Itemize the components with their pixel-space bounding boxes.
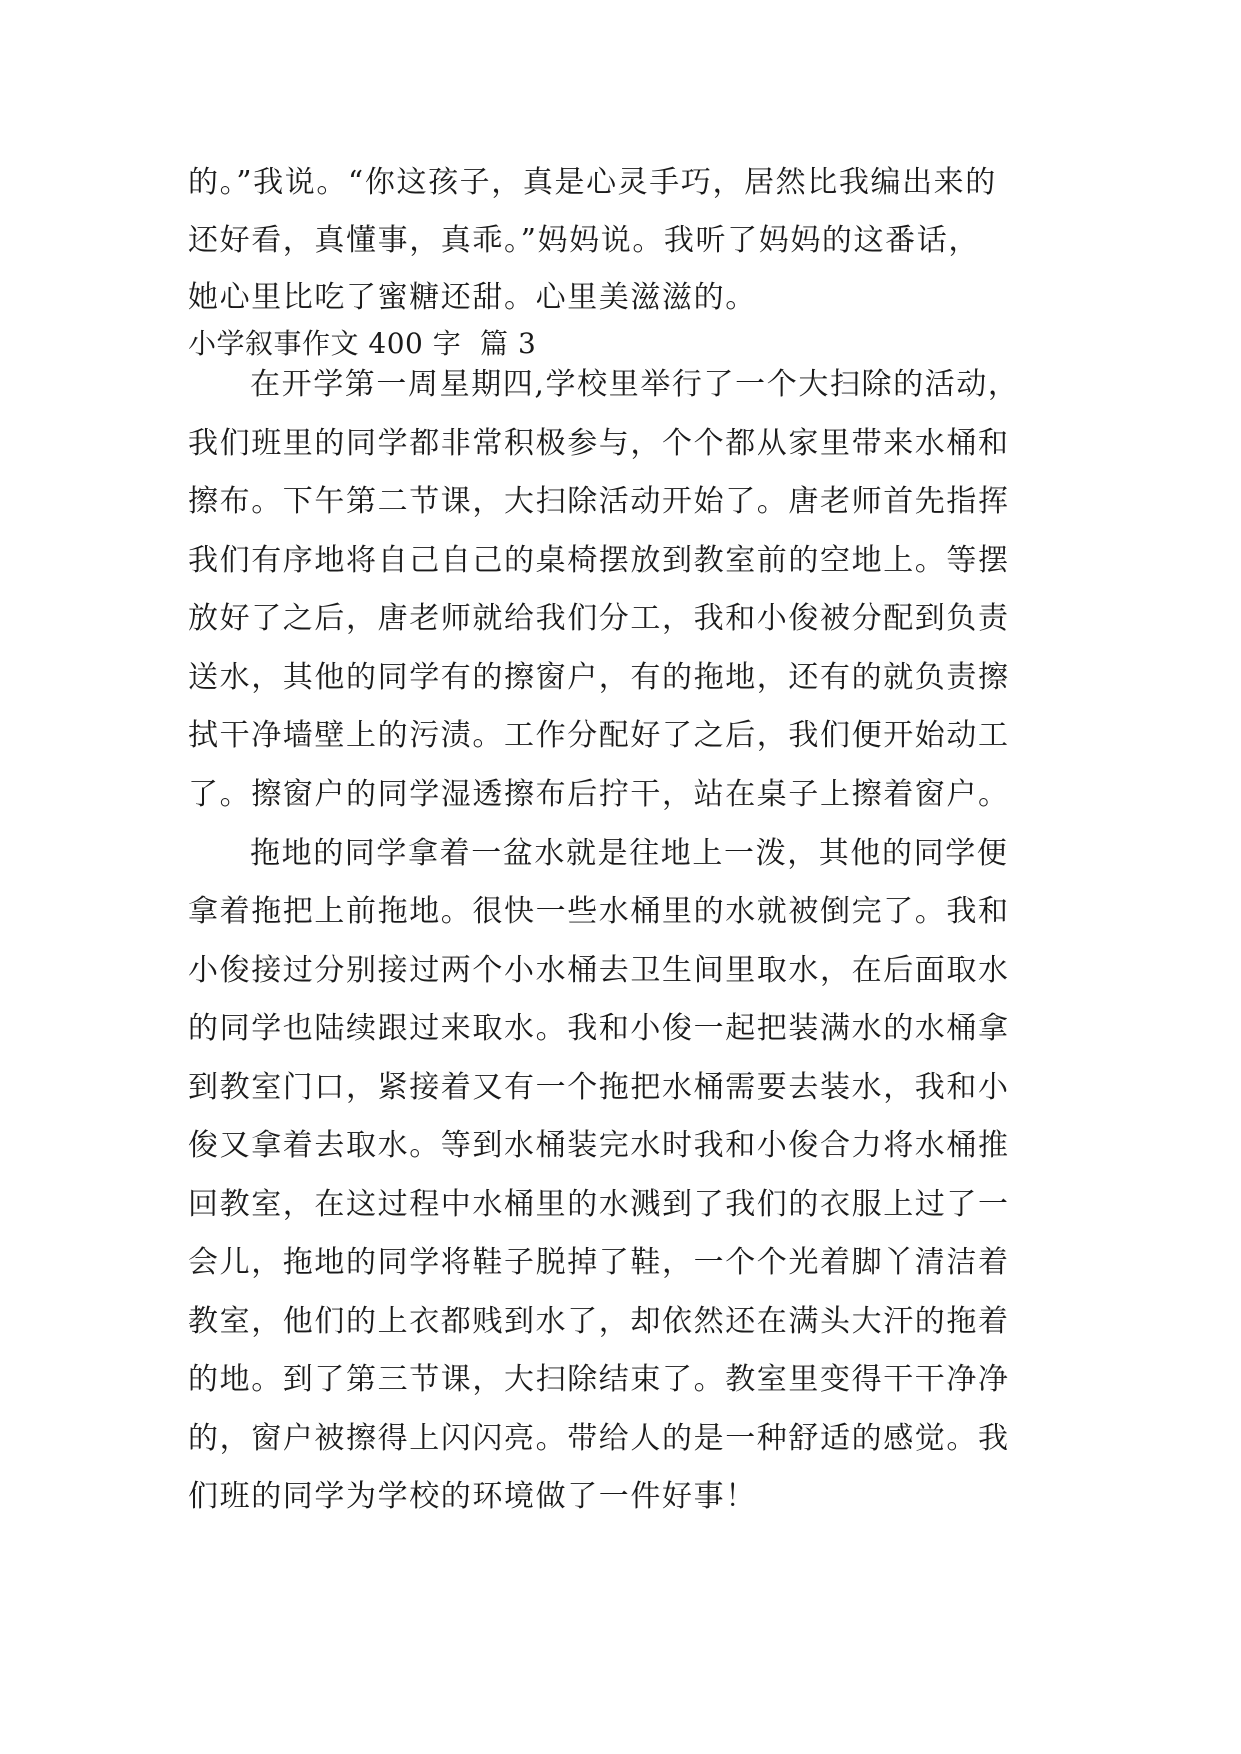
paragraph1-line-1: 在开学第一周星期四,学校里举行了一个大扫除的活动， <box>250 367 1020 402</box>
paragraph2-line-6: 俊又拿着去取水。等到水桶装完水时我和小俊合力将水桶推 <box>188 1128 1010 1163</box>
paragraph2-line-2: 拿着拖把上前拖地。很快一些水桶里的水就被倒完了。我和 <box>188 894 1010 929</box>
paragraph1-line-8: 了。擦窗户的同学湿透擦布后拧干，站在桌子上擦着窗户。 <box>188 777 1010 812</box>
paragraph2-line-7: 回教室，在这过程中水桶里的水溅到了我们的衣服上过了一 <box>188 1187 1010 1222</box>
continuation-line-2: 还好看，真懂事，真乖。”妈妈说。我听了妈妈的这番话， <box>188 223 980 258</box>
paragraph1-line-3: 擦布。下午第二节课，大扫除活动开始了。唐老师首先指挥 <box>188 484 1010 519</box>
paragraph2-line-4: 的同学也陆续跟过来取水。我和小俊一起把装满水的水桶拿 <box>188 1011 1010 1046</box>
paragraph2-line-10: 的地。到了第三节课，大扫除结束了。教室里变得干干净净 <box>188 1362 1010 1397</box>
continuation-line-3: 她心里比吃了蜜糖还甜。心里美滋滋的。 <box>188 280 757 315</box>
paragraph2-line-5: 到教室门口，紧接着又有一个拖把水桶需要去装水，我和小 <box>188 1070 1010 1105</box>
paragraph1-line-7: 拭干净墙壁上的污渍。工作分配好了之后，我们便开始动工 <box>188 718 1010 753</box>
paragraph2-line-11: 的，窗户被擦得上闪闪亮。带给人的是一种舒适的感觉。我 <box>188 1421 1010 1456</box>
paragraph1-line-6: 送水，其他的同学有的擦窗户，有的拖地，还有的就负责擦 <box>188 660 1010 695</box>
section-heading: 小学叙事作文 400 字 篇 3 <box>188 327 537 360</box>
paragraph2-line-3: 小俊接过分别接过两个小水桶去卫生间里取水，在后面取水 <box>188 953 1010 988</box>
paragraph2-line-8: 会儿，拖地的同学将鞋子脱掉了鞋，一个个光着脚丫清洁着 <box>188 1245 1010 1280</box>
paragraph1-line-5: 放好了之后，唐老师就给我们分工，我和小俊被分配到负责 <box>188 601 1010 636</box>
paragraph2-line-12: 们班的同学为学校的环境做了一件好事！ <box>188 1479 757 1514</box>
paragraph1-line-4: 我们有序地将自己自己的桌椅摆放到教室前的空地上。等摆 <box>188 543 1010 578</box>
paragraph2-line-1: 拖地的同学拿着一盆水就是往地上一泼，其他的同学便 <box>250 836 1009 871</box>
paragraph1-line-2: 我们班里的同学都非常积极参与，个个都从家里带来水桶和 <box>188 426 1010 461</box>
continuation-line-1: 的。”我说。“你这孩子，真是心灵手巧，居然比我编出来的 <box>188 165 997 200</box>
paragraph2-line-9: 教室，他们的上衣都贱到水了，却依然还在满头大汗的拖着 <box>188 1304 1010 1339</box>
